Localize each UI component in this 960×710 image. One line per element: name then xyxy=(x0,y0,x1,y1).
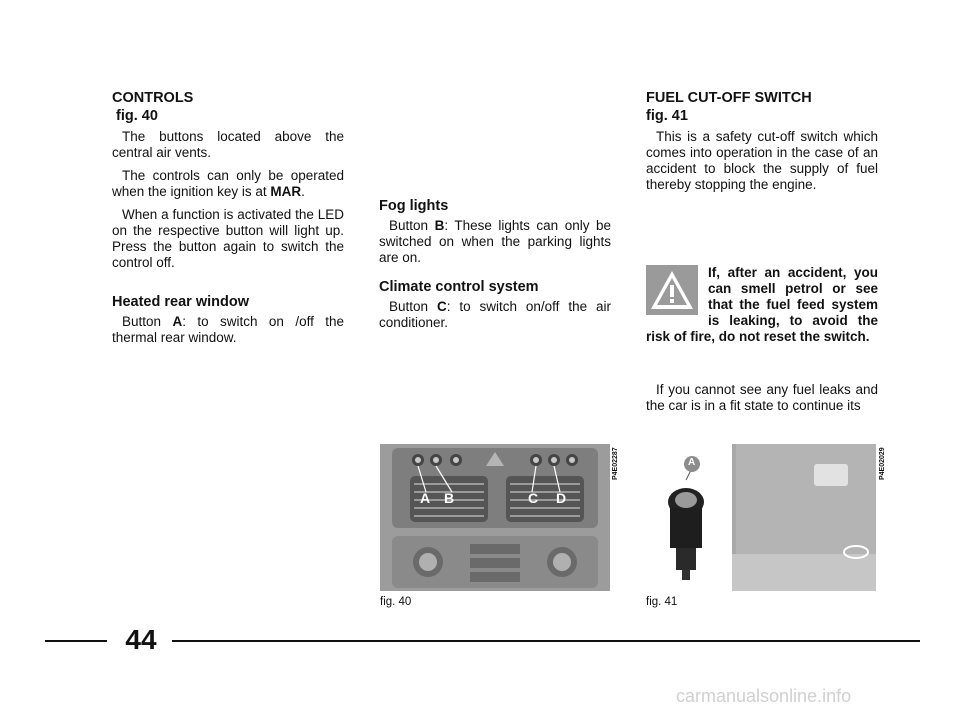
fig41-image xyxy=(646,444,876,591)
controls-fig-ref: fig. 40 xyxy=(116,108,158,124)
climate-control-heading: Climate control system xyxy=(379,279,539,295)
fog-lights-heading: Fog lights xyxy=(379,198,449,214)
climate-control-text: Button C: to switch on/off the air conditioner. xyxy=(379,299,612,330)
warning-text: If, after an accident, you can smell petrol or see that the fuel feed system is leaking, to avoid the risk of fire, do not reset the switch. xyxy=(646,265,878,344)
fuel-cutoff-para-2: If you cannot see any fuel leaks and the car is in a fit state to continue its xyxy=(646,382,878,413)
middle-column xyxy=(379,197,611,338)
heated-window-text: Button A: to switch on /off the thermal rear window. xyxy=(112,314,344,345)
right-column xyxy=(646,89,878,200)
watermark: carmanualsonline.info xyxy=(676,686,852,706)
dashboard-illustration xyxy=(380,444,610,591)
controls-para-1: The buttons located above the central air vents. xyxy=(112,129,344,160)
footer-line-left xyxy=(45,640,107,642)
right-column-cont xyxy=(646,382,878,421)
fig40-label-c: C xyxy=(528,490,539,506)
page-number: 44 xyxy=(125,624,157,655)
fig40-label-b: B xyxy=(444,490,455,506)
footer-line-right xyxy=(172,640,920,642)
controls-heading: CONTROLS xyxy=(112,90,194,106)
fuel-switch-illustration xyxy=(646,444,876,591)
controls-para-3: When a function is activated the LED on the respective button will light up. Press the button again to switch the control off. xyxy=(112,207,344,270)
fig40-caption: fig. 40 xyxy=(380,596,412,608)
fig41-code: P4E02029 xyxy=(879,447,886,480)
warning-triangle-icon xyxy=(646,265,698,315)
fig40-code: P4E02287 xyxy=(612,447,619,480)
fuel-cutoff-heading: FUEL CUT-OFF SWITCH xyxy=(646,90,812,106)
fig40-label-d: D xyxy=(556,490,567,506)
left-column xyxy=(112,89,344,353)
heated-window-heading: Heated rear window xyxy=(112,294,249,310)
fig40-label-a: A xyxy=(420,490,431,506)
fog-lights-text: Button B: These lights can only be switched on when the parking lights are on. xyxy=(379,218,611,265)
controls-para-2: The controls can only be operated when the ignition key is at MAR. xyxy=(112,168,344,199)
fig40-image xyxy=(380,444,610,591)
fire-warning xyxy=(646,265,878,345)
fuel-cutoff-para-1: This is a safety cut-off switch which comes into operation in the case of an accident to block the supply of fuel thereby stopping the engine. xyxy=(646,129,878,192)
fuel-cutoff-fig-ref: fig. 41 xyxy=(646,108,688,124)
fig41-label-a: A xyxy=(688,457,696,468)
fig41-caption: fig. 41 xyxy=(646,596,678,608)
